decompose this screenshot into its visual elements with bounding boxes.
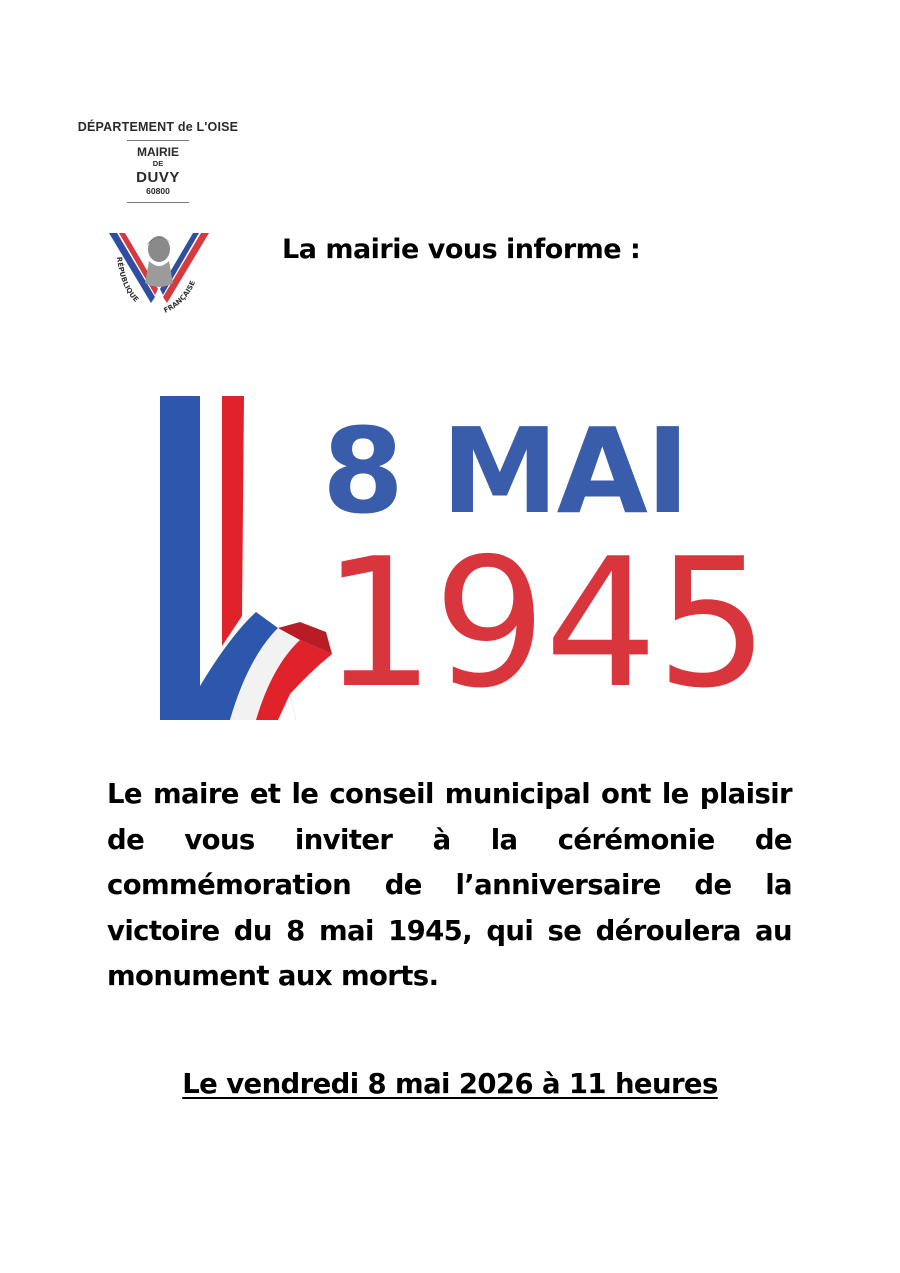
- banner-year: 1945: [322, 520, 767, 727]
- invitation-paragraph: Le maire et le conseil municipal ont le plaisir de vous inviter à la cérémonie de commémoration de l’anniversaire de la victoire du 8 mai 1945, qui se déroulera au monument aux morts.: [107, 778, 792, 992]
- letterhead: [52, 120, 264, 207]
- republique-francaise-marianne-icon: [103, 227, 215, 319]
- mairie-label: MAIRIE: [137, 145, 179, 159]
- tricolor-ribbon-icon: [160, 396, 340, 720]
- emblem-text-right: FRANÇAISE: [162, 279, 198, 315]
- department-name: DÉPARTEMENT de L'OISE: [77, 120, 239, 134]
- town-name: DUVY: [136, 169, 180, 186]
- de-label: DE: [152, 159, 164, 168]
- letterhead-divider: [127, 140, 189, 141]
- postcode: 60800: [146, 186, 170, 196]
- emblem-text-left: RÉPUBLIQUE: [115, 256, 141, 304]
- banner-date: 8 MAI: [322, 402, 688, 540]
- letterhead-divider: [127, 202, 189, 203]
- page-headline: La mairie vous informe :: [282, 234, 641, 265]
- event-date: Le vendredi 8 mai 2026 à 11 heures: [182, 1068, 718, 1100]
